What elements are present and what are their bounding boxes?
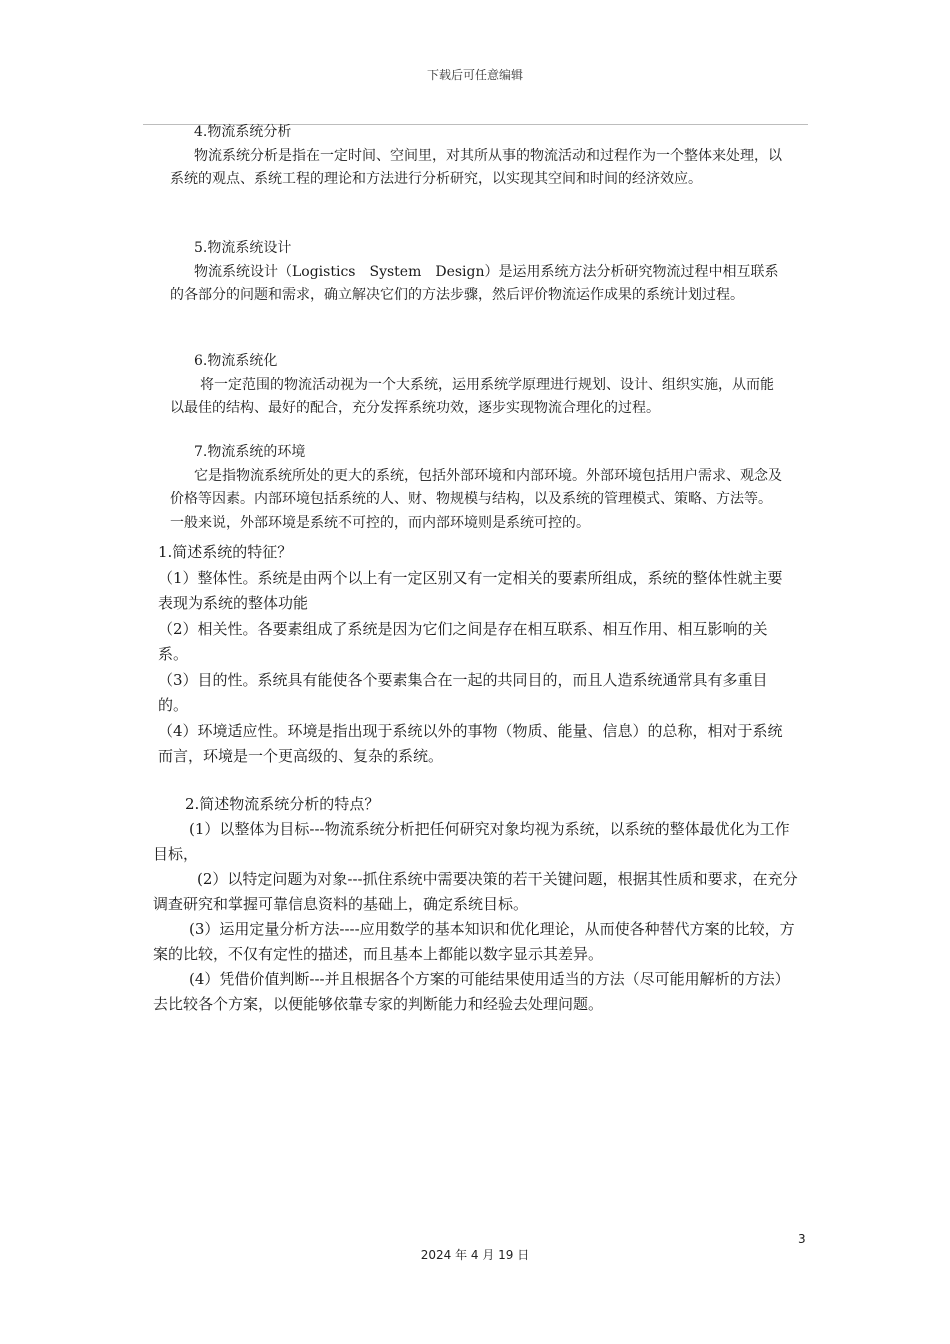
answer-item: （3）目的性。系统具有能使各个要素集合在一起的共同目的，而且人造系统通常具有多重目的。 <box>158 670 768 714</box>
section-body: 它是指物流系统所处的更大的系统，包括外部环境和内部环境。外部环境包括用户需求、观念及价格等因素。内部环境包括系统的人、财、物规模与结构，以及系统的管理模式、策略、方法等。一般来说，外部环境是系统不可控的，而内部环境则是系统可控的。 <box>170 467 782 531</box>
section-body: 物流系统设计（Logistics System Design）是运用系统方法分析研究物流过程中相互联系的各部分的问题和需求，确立解决它们的方法步骤，然后评价物流运作成果的系统计划过程。 <box>170 263 779 303</box>
question-analysis-features <box>153 792 803 1017</box>
section-title: 6.物流系统化 <box>194 353 278 369</box>
section-systematization <box>170 350 782 421</box>
answer-item: （4）环境适应性。环境是指出现于系统以外的事物（物质、能量、信息）的总称，相对于系统而言，环境是一个更高级的、复杂的系统。 <box>158 721 783 765</box>
answer-item: (1）以整体为目标---物流系统分析把任何研究对象均视为系统，以系统的整体最优化为工作目标， <box>153 820 790 863</box>
answer-item: (2）以特定问题为对象---抓住系统中需要决策的若干关键问题，根据其性质和要求，在充分调查研究和掌握可靠信息资料的基础上，确定系统目标。 <box>153 870 798 913</box>
section-title: 4.物流系统分析 <box>194 124 292 140</box>
section-system-analysis <box>170 121 782 192</box>
question-title: 2.简述物流系统分析的特点？ <box>185 795 380 813</box>
question-title: 1.简述系统的特征？ <box>158 543 293 561</box>
section-body: 物流系统分析是指在一定时间、空间里，对其所从事的物流活动和过程作为一个整体来处理，以系统的观点、系统工程的理论和方法进行分析研究，以实现其空间和时间的经济效应。 <box>170 147 782 187</box>
section-title: 5.物流系统设计 <box>194 240 292 256</box>
question-system-features <box>158 540 790 770</box>
page-number: 3 <box>798 1232 806 1246</box>
answer-item: （1）整体性。系统是由两个以上有一定区别又有一定相关的要素所组成，系统的整体性就主要表现为系统的整体功能 <box>158 568 783 612</box>
footer-date: 2024 年 4 月 19 日 <box>420 1248 530 1262</box>
section-system-environment <box>170 441 782 535</box>
section-system-design <box>170 237 782 308</box>
page-header: 下载后可任意编辑 <box>426 68 523 82</box>
section-body: 将一定范围的物流活动视为一个大系统，运用系统学原理进行规划、设计、组织实施，从而能以最佳的结构、最好的配合，充分发挥系统功效，逐步实现物流合理化的过程。 <box>170 376 774 416</box>
answer-item: (4）凭借价值判断---并且根据各个方案的可能结果使用适当的方法（尽可能用解析的方法）去比较各个方案，以便能够依靠专家的判断能力和经验去处理问题。 <box>153 970 790 1013</box>
section-title: 7.物流系统的环境 <box>194 444 306 460</box>
answer-item: （2）相关性。各要素组成了系统是因为它们之间是存在相互联系、相互作用、相互影响的关系。 <box>158 619 768 663</box>
answer-item: (3）运用定量分析方法----应用数学的基本知识和优化理论，从而使各种替代方案的比较，方案的比较，不仅有定性的描述，而且基本上都能以数字显示其差异。 <box>153 920 795 963</box>
